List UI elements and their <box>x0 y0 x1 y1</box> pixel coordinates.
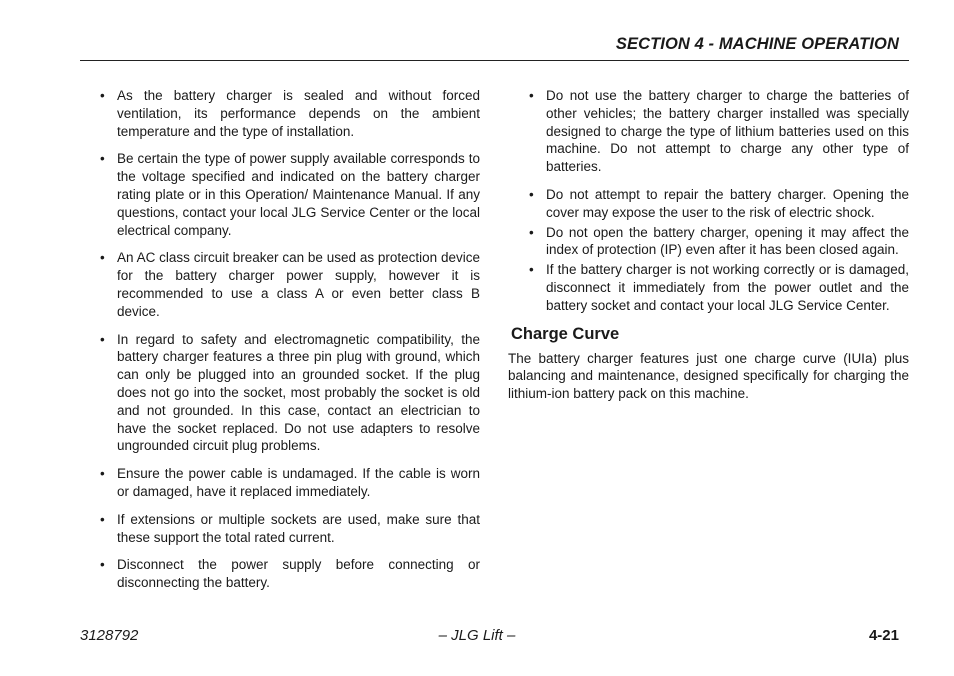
list-item-text: Ensure the power cable is undamaged. If the cable is worn or damaged, have it replaced immediately. <box>117 466 480 499</box>
bullet-glyph: • <box>100 511 105 527</box>
list-item-text: Do not attempt to repair the battery charger. Opening the cover may expose the user to the risk of electric shock. <box>546 186 909 220</box>
right-bullet-list <box>508 87 909 315</box>
list-item-text: As the battery charger is sealed and without forced ventilation, its performance depends on the ambient temperature and the type of installation. <box>117 88 480 139</box>
list-item <box>100 556 480 592</box>
list-item-text: Do not use the battery charger to charge the batteries of other vehicles; the battery charger installed was specially designed to charge the type of lithium batteries used on this machine. Do not attempt to charge any other type of batteries. <box>546 88 909 175</box>
list-item <box>508 224 909 260</box>
bullet-glyph: • <box>100 88 105 103</box>
bullet-glyph: • <box>529 186 534 202</box>
footer-page-number: 4-21 <box>868 627 899 644</box>
bullet-glyph: • <box>529 224 534 240</box>
bullet-glyph: • <box>100 557 105 573</box>
list-item <box>100 511 480 547</box>
left-column <box>100 87 480 602</box>
bullet-glyph: • <box>100 331 105 347</box>
bullet-glyph: • <box>100 151 105 167</box>
list-item <box>100 331 480 456</box>
bullet-glyph: • <box>100 466 105 482</box>
footer-center-text: – JLG Lift – <box>438 627 516 644</box>
bullet-glyph: • <box>529 262 534 278</box>
list-item-text: Disconnect the power supply before connecting or disconnecting the battery. <box>117 557 480 591</box>
list-item-text: If the battery charger is not working correctly or is damaged, disconnect it immediately from the power outlet and the battery socket and contact your local JLG Service Center. <box>546 262 909 313</box>
bullet-glyph: • <box>100 250 105 266</box>
header-rule <box>80 60 909 61</box>
list-item-text: If extensions or multiple sockets are used, make sure that these support the total rated current. <box>117 511 480 545</box>
list-item <box>100 150 480 239</box>
section-heading: Charge Curve <box>511 324 620 343</box>
list-item-text: Be certain the type of power supply available corresponds to the voltage specified and indicated on the battery charger rating plate or in this Operation/ Maintenance Manual. If any questions, contact your local JLG Service Center or the local electrical company. <box>117 151 480 238</box>
list-item-text: An AC class circuit breaker can be used as protection device for the battery charger power supply, however it is recommended to use a class A or even better class B device. <box>117 250 480 319</box>
list-item <box>508 87 909 176</box>
footer-doc-number: 3128792 <box>80 627 139 644</box>
list-item-text: Do not open the battery charger, opening it may affect the index of protection (IP) even after it has been closed again. <box>546 224 909 258</box>
list-item-text: In regard to safety and electromagnetic compatibility, the battery charger features a three pin plug with ground, which can only be plugged into an grounded socket. If the plug does not go into the socket, most probably the socket is old and not grounded. In this case, contact an electrician to have the socket replaced. Do not use adapters to resolve ungrounded circuit plug problems. <box>117 331 480 454</box>
left-bullet-list <box>100 87 480 592</box>
header-title: SECTION 4 - MACHINE OPERATION <box>615 35 899 53</box>
list-item <box>100 87 480 140</box>
list-item <box>508 261 909 314</box>
body-paragraph: The battery charger features just one charge curve (IUIa) plus balancing and maintenance, designed specifically for charging the lithium-ion battery pack on this machine. <box>508 350 909 402</box>
list-item <box>100 249 480 320</box>
list-item <box>100 465 480 501</box>
bullet-glyph: • <box>529 88 534 103</box>
list-item <box>508 186 909 222</box>
right-column <box>508 87 909 403</box>
